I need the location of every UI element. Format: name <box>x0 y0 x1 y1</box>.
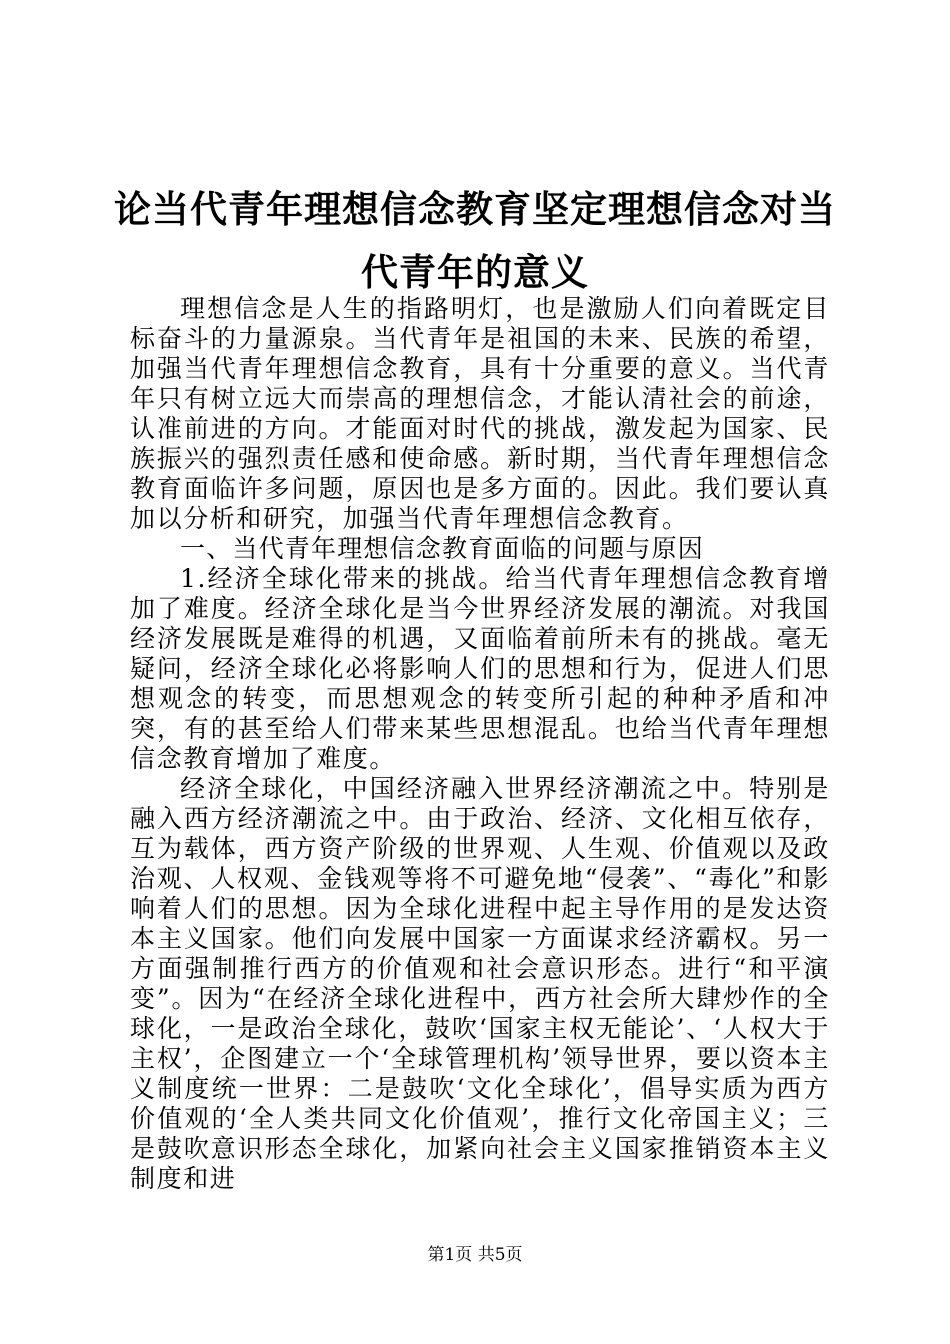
document-body <box>130 294 830 1194</box>
page-footer: 第1页 共5页 <box>427 1245 523 1265</box>
paragraph-globalization-challenge: 1.经济全球化带来的挑战。给当代青年理想信念教育增加了难度。经济全球化是当今世界经济发展的潮流。对我国经济发展既是难得的机遇，又面临着前所未有的挑战。毫无疑问，经济全球化必将影响人们的思想和行为，促进人们思想观念的转变，而思想观念的转变所引起的种种矛盾和冲突，有的甚至给人们带来某些思想混乱。也给当代青年理想信念教育增加了难度。 <box>130 564 830 773</box>
paragraph-western-influence: 经济全球化，中国经济融入世界经济潮流之中。特别是融入西方经济潮流之中。由于政治、经济、文化相互依存，互为载体，西方资产阶级的世界观、人生观、价值观以及政治观、人权观、金钱观等将不可避免地“侵袭”、“毒化”和影响着人们的思想。因为全球化进程中起主导作用的是发达资本主义国家。他们向发展中国家一方面谋求经济霸权。另一方面强制推行西方的价值观和社会意识形态。进行“和平演变”。因为“在经济全球化进程中，西方社会所大肆炒作的全球化，一是政治全球化，鼓吹‘国家主权无能论’、‘人权大于主权’，企图建立一个‘全球管理机构’领导世界，要以资本主义制度统一世界：二是鼓吹‘文化全球化’，倡导实质为西方价值观的‘全人类共同文化价值观’，推行文化帝国主义；三是鼓吹意识形态全球化，加紧向社会主义国家推销资本主义制度和进 <box>130 774 830 1193</box>
paragraph-intro: 理想信念是人生的指路明灯，也是激励人们向着既定目标奋斗的力量源泉。当代青年是祖国的未来、民族的希望，加强当代青年理想信念教育，具有十分重要的意义。当代青年只有树立远大而崇高的理想信念，才能认清社会的前途，认准前进的方向。才能面对时代的挑战，激发起为国家、民族振兴的强烈责任感和使命感。新时期，当代青年理想信念教育面临许多问题，原因也是多方面的。因此。我们要认真加以分析和研究，加强当代青年理想信念教育。 <box>130 294 830 533</box>
document-title: 论当代青年理想信念教育坚定理想信念对当代青年的意义 <box>114 187 836 294</box>
section-heading: 一、当代青年理想信念教育面临的问题与原因 <box>180 534 705 563</box>
